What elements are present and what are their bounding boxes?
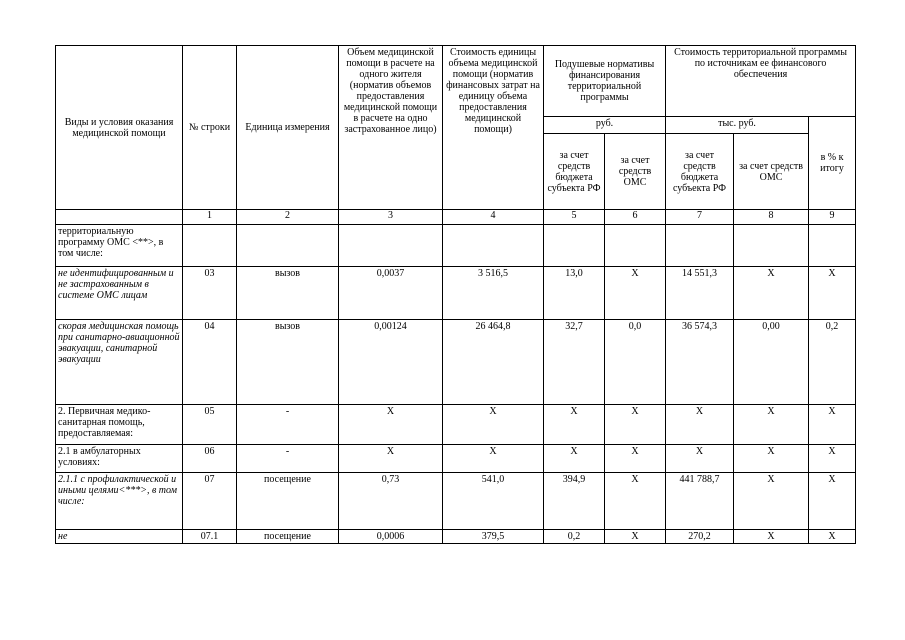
col-number: 3 <box>339 210 443 225</box>
medical-program-table <box>55 45 856 544</box>
col-number: 5 <box>544 210 605 225</box>
header-tot-budget: за счет средств бюджета субъекта РФ <box>666 134 734 210</box>
column-number-row <box>56 210 856 225</box>
row-percent: X <box>809 445 856 473</box>
row-name: не идентифицированным и не застрахованным в системе ОМС лицам <box>56 267 183 320</box>
header-line-number: № строки <box>183 46 237 210</box>
row-unit: вызов <box>237 320 339 405</box>
row-name: 2.1 в амбулаторных условиях: <box>56 445 183 473</box>
header-pc-oms: за счет средств ОМС <box>605 134 666 210</box>
header-pc-budget: за счет средств бюджета субъекта РФ <box>544 134 605 210</box>
table-row <box>56 445 856 473</box>
row-percent: X <box>809 473 856 530</box>
row-pc-budget: 0,2 <box>544 530 605 544</box>
col-number: 1 <box>183 210 237 225</box>
row-line-number: 05 <box>183 405 237 445</box>
row-pc-oms <box>605 225 666 267</box>
row-unit <box>237 225 339 267</box>
header-kinds: Виды и условия оказания медицинской помощи <box>56 46 183 210</box>
row-tot-oms: X <box>734 405 809 445</box>
row-volume: X <box>339 405 443 445</box>
row-pc-oms: X <box>605 473 666 530</box>
row-pc-oms: X <box>605 267 666 320</box>
header-per-capita: Подушевые нормативы финансирования территориальной программы <box>544 46 666 117</box>
header-program-cost: Стоимость территориальной программы по источникам ее финансового обеспечения <box>666 46 856 117</box>
row-volume: 0,00124 <box>339 320 443 405</box>
row-tot-oms: X <box>734 473 809 530</box>
row-volume <box>339 225 443 267</box>
header-tot-oms: за счет средств ОМС <box>734 134 809 210</box>
row-unit-cost: 3 516,5 <box>443 267 544 320</box>
row-unit: посещение <box>237 530 339 544</box>
table-row <box>56 225 856 267</box>
row-tot-oms: X <box>734 445 809 473</box>
row-name: территориальную программу ОМС <**>, в том числе: <box>56 225 183 267</box>
header-unit: Единица измерения <box>237 46 339 210</box>
row-tot-oms: X <box>734 267 809 320</box>
row-line-number <box>183 225 237 267</box>
row-tot-budget: X <box>666 405 734 445</box>
row-unit-cost: X <box>443 405 544 445</box>
table-row <box>56 473 856 530</box>
row-name: 2.1.1 с профилактической и иными целями<***>, в том числе: <box>56 473 183 530</box>
row-pc-budget: 32,7 <box>544 320 605 405</box>
row-pc-budget: X <box>544 405 605 445</box>
row-volume: 0,0006 <box>339 530 443 544</box>
table-row <box>56 405 856 445</box>
col-number: 7 <box>666 210 734 225</box>
row-tot-oms <box>734 225 809 267</box>
row-percent: X <box>809 405 856 445</box>
row-unit-cost: 541,0 <box>443 473 544 530</box>
row-tot-budget: 36 574,3 <box>666 320 734 405</box>
row-percent: 0,2 <box>809 320 856 405</box>
col-number <box>56 210 183 225</box>
header-unit-rub: руб. <box>544 117 666 134</box>
row-pc-budget: 13,0 <box>544 267 605 320</box>
header-unit-thousand-rub: тыс. руб. <box>666 117 809 134</box>
table-row <box>56 530 856 544</box>
table-row <box>56 267 856 320</box>
col-number: 6 <box>605 210 666 225</box>
row-line-number: 07.1 <box>183 530 237 544</box>
row-line-number: 04 <box>183 320 237 405</box>
row-name: не <box>56 530 183 544</box>
col-number: 4 <box>443 210 544 225</box>
row-percent <box>809 225 856 267</box>
col-number: 8 <box>734 210 809 225</box>
row-tot-oms: X <box>734 530 809 544</box>
row-unit-cost <box>443 225 544 267</box>
row-line-number: 06 <box>183 445 237 473</box>
row-pc-oms: X <box>605 445 666 473</box>
row-volume: 0,0037 <box>339 267 443 320</box>
row-pc-budget: 394,9 <box>544 473 605 530</box>
row-pc-oms: 0,0 <box>605 320 666 405</box>
header-volume: Объем медицинской помощи в расчете на одного жителя (норматив объемов предоставления медицинской помощи в расчете на одно застрахованное лицо) <box>339 46 443 210</box>
row-unit: - <box>237 405 339 445</box>
row-pc-budget <box>544 225 605 267</box>
row-line-number: 03 <box>183 267 237 320</box>
row-tot-budget <box>666 225 734 267</box>
row-unit-cost: 379,5 <box>443 530 544 544</box>
row-tot-oms: 0,00 <box>734 320 809 405</box>
row-name: 2. Первичная медико-санитарная помощь, предоставляемая: <box>56 405 183 445</box>
row-unit: вызов <box>237 267 339 320</box>
row-tot-budget: 14 551,3 <box>666 267 734 320</box>
row-line-number: 07 <box>183 473 237 530</box>
row-volume: 0,73 <box>339 473 443 530</box>
col-number: 9 <box>809 210 856 225</box>
row-unit: посещение <box>237 473 339 530</box>
header-percent: в % к итогу <box>809 117 856 210</box>
header-unit-cost: Стоимость единицы объема медицинской помощи (норматив финансовых затрат на единицу объема предоставления медицинской помощи) <box>443 46 544 210</box>
row-unit: - <box>237 445 339 473</box>
row-tot-budget: 441 788,7 <box>666 473 734 530</box>
row-unit-cost: X <box>443 445 544 473</box>
col-number: 2 <box>237 210 339 225</box>
table-row <box>56 320 856 405</box>
row-pc-budget: X <box>544 445 605 473</box>
row-unit-cost: 26 464,8 <box>443 320 544 405</box>
row-pc-oms: X <box>605 405 666 445</box>
row-percent: X <box>809 267 856 320</box>
row-percent: X <box>809 530 856 544</box>
row-tot-budget: X <box>666 445 734 473</box>
row-pc-oms: X <box>605 530 666 544</box>
row-name: скорая медицинская помощь при санитарно-авиационной эвакуации, санитарной эвакуации <box>56 320 183 405</box>
row-volume: X <box>339 445 443 473</box>
row-tot-budget: 270,2 <box>666 530 734 544</box>
